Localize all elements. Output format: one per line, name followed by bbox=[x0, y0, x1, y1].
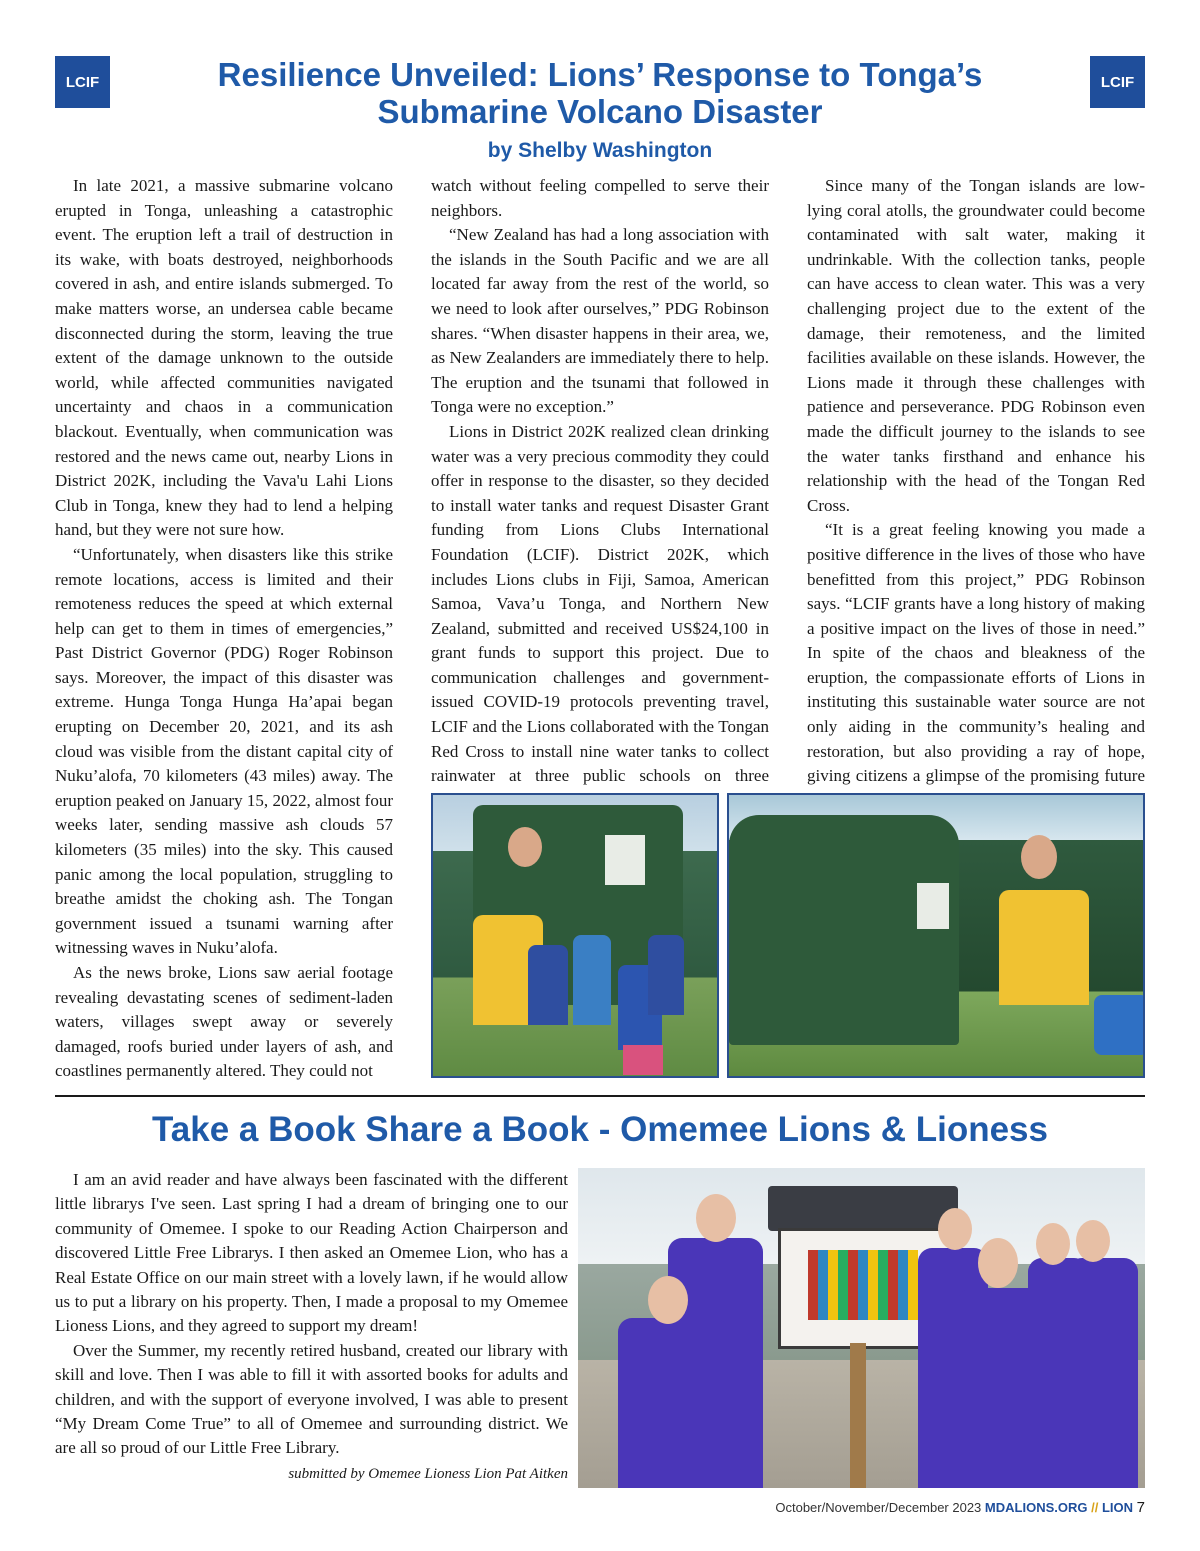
footer-separator: // bbox=[1091, 1500, 1099, 1515]
article-column-2 bbox=[431, 174, 769, 813]
paragraph: “New Zealand has had a long association with the islands in the South Pacific and we are all located far away from the rest of the world, so we need to look after ourselves,” PDG Robinson shares. “When disaster happens in their area, we, as New Zealanders are immediately there to help. The eruption and the tsunami that followed in Tonga were no exception.” bbox=[431, 225, 769, 417]
section-divider bbox=[55, 1095, 1145, 1097]
paragraph: Lions in District 202K realized clean drinking water was a very precious commodity they could offer in response to the disaster, so they decided to install water tanks and request Disaster Grant funding from Lions Clubs International Foundation (LCIF). District 202K, which includes Lions clubs in Fiji, Samoa, American Samoa, Vava’u Tonga, and Northern New Zealand, submitted and received US$24,100 in grant funds to support this project. Due to communication challenges and government-issued COVID-19 protocols preventing travel, LCIF and the Lions collaborated with the Tongan Red Cross to install nine water tanks to collect rainwater at three public schools on three bbox=[431, 421, 769, 786]
lcif-badge-right: LCIF bbox=[1090, 56, 1145, 108]
article2-title: Take a Book Share a Book - Omemee Lions & Lioness bbox=[151, 1110, 1048, 1149]
page-number: 7 bbox=[1136, 1499, 1145, 1516]
photo-water-tank-with-children bbox=[431, 793, 719, 1078]
article2-credit: submitted by Omemee Lioness Lion Pat Aitken bbox=[288, 1466, 568, 1482]
paragraph: As the news broke, Lions saw aerial footage revealing devastating scenes of sediment-laden waters, villages swept away or severely damaged, roofs buried under layers of ash, and coastlines permanently altered. They could not bbox=[55, 963, 393, 1081]
paragraph: watch without feeling compelled to serve their neighbors. bbox=[431, 176, 769, 220]
paragraph: Over the Summer, my recently retired husband, created our library with skill and love. Then I was able to fill it with assorted books for adults and children, and with the support of everyone involved, I was able to present “My Dream Come True” to all of Omemee and surrounding district. We are all so proud of our Little Free Library. bbox=[55, 1340, 568, 1458]
page-footer bbox=[600, 1499, 1145, 1516]
photo-little-free-library-group bbox=[578, 1168, 1145, 1488]
footer-issue: October/November/December 2023 bbox=[775, 1500, 982, 1515]
article-title-line1: Resilience Unveiled: Lions’ Response to Tonga’s bbox=[217, 56, 983, 93]
paragraph: “It is a great feeling knowing you made a positive difference in the lives of those who have benefitted from this project,” PDG Robinson says. “LCIF grants have a long history of making a positive impact on the lives of those in need.” In spite of the chaos and bleakness of the eruption, the compassionate efforts of Lions in instituting this sustainable water source are not only aiding in the community’s healing and restoration, but also providing a ray of hope, giving citizens a glimpse of the promising future bbox=[807, 520, 1145, 786]
paragraph: In late 2021, a massive submarine volcano erupted in Tonga, unleashing a catastrophic event. The eruption left a trail of destruction in its wake, with boats destroyed, neighborhoods covered in ash, and entire islands submerged. To make matters worse, an undersea cable became disconnected during the storm, leaving the true extent of the damage unknown to the outside world, while affected communities navigated uncertainty and chaos in a communication blackout. Eventually, when communication was restored and the news came out, nearby Lions in District 202K, including the Vava'u Lahi Lions Club in Tonga, knew they had to lend a helping hand, but they were not sure how. bbox=[55, 176, 393, 540]
paragraph: I am an avid reader and have always been fascinated with the different little librarys I've seen. Last spring I had a dream of bringing one to our community of Omemee. I spoke to our Reading Action Chairperson and discovered Little Free Librarys. I then asked an Omemee Lion, who has a Real Estate Office on our main street with a lovely lawn, if he would allow us to put a library on his property. Then, I made a proposal to my Omemee Lioness Lions, and they agreed to support my dream! bbox=[55, 1170, 568, 1336]
article2-body bbox=[55, 1168, 568, 1461]
paragraph: Since many of the Tongan islands are low-lying coral atolls, the groundwater could become contaminated with salt water, making it undrinkable. With the collection tanks, people can have access to clean water. This was a very challenging project due to the extent of the damage, their remoteness, and the limited facilities available on these islands. However, the Lions made it through these challenges with patience and perseverance. PDG Robinson even made the difficult journey to the islands to see the water tanks firsthand and enhance his relationship with the head of the Tongan Red Cross. bbox=[807, 176, 1145, 515]
footer-site: MDALIONS.ORG bbox=[984, 1500, 1088, 1515]
article-column-3 bbox=[807, 174, 1145, 813]
article-title bbox=[120, 56, 1080, 130]
article-title-line2: Submarine Volcano Disaster bbox=[377, 93, 823, 130]
article-byline: by Shelby Washington bbox=[487, 139, 713, 162]
lcif-badge-left: LCIF bbox=[55, 56, 110, 108]
footer-brand: LION bbox=[1101, 1500, 1134, 1515]
photo-water-tank-with-lion bbox=[727, 793, 1145, 1078]
paragraph: “Unfortunately, when disasters like this strike remote locations, access is limited and their remoteness reduces the speed at which external help can get to them in times of emergencies,” Past District Governor (PDG) Roger Robinson says. Moreover, the impact of this disaster was extreme. Hunga Tonga Hunga Ha’apai began erupting on December 20, 2021, and its ash cloud was visible from the distant capital city of Nuku’alofa, 70 kilometers (43 miles) away. The eruption peaked on January 15, 2022, almost four weeks later, sending massive ash clouds 57 kilometers (35 miles) into the sky. This caused panic among the local population, struggling to breathe amidst the choking ash. The Tongan government issued a tsunami warning after witnessing waves in Nuku’alofa. bbox=[55, 544, 393, 958]
article-column-1 bbox=[55, 174, 393, 1084]
